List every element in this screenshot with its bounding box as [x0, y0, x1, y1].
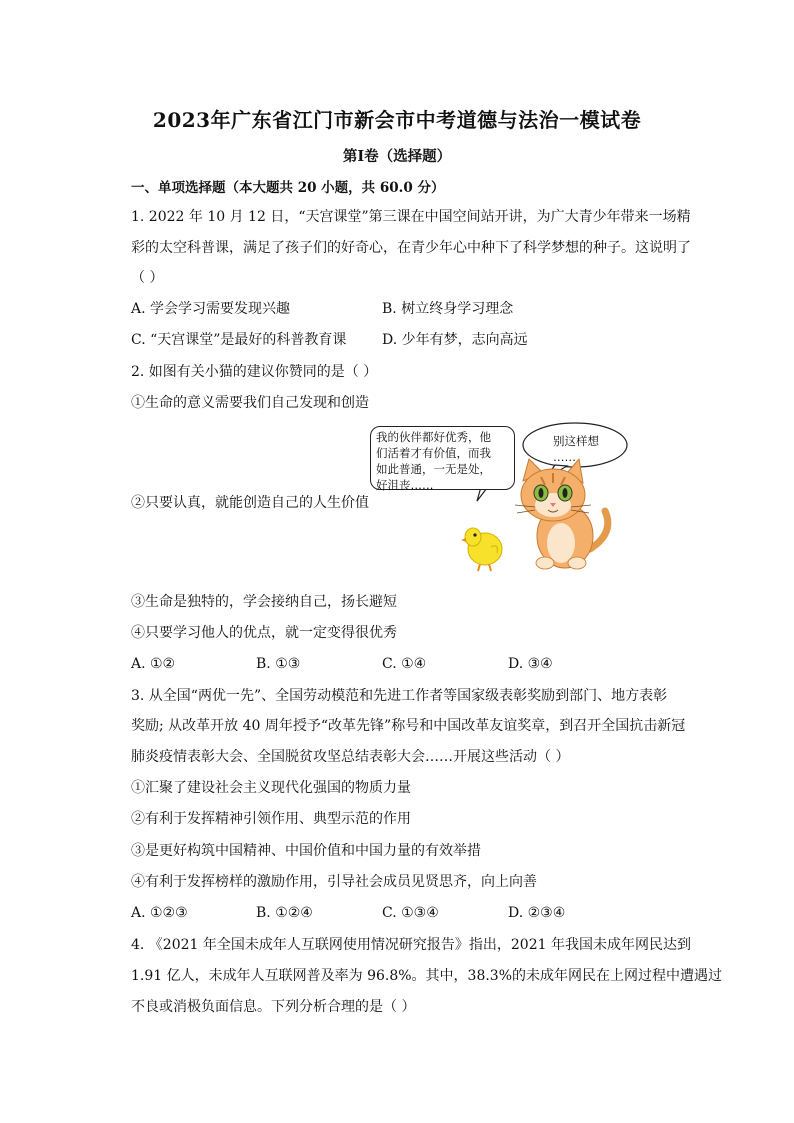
q3-option-b: B. ①②④ — [256, 905, 313, 921]
q3-statement-1: ①汇聚了建设社会主义现代化强国的物质力量 — [131, 780, 411, 796]
exam-title: 2023年广东省江门市新会市中考道德与法治一模试卷 — [152, 108, 642, 132]
q1-line-2: 彩的太空科普课，满足了孩子们的好奇心，在青少年心中种下了科学梦想的种子。这说明了 — [131, 240, 691, 256]
chick-bubble-line-2: 们活着才有价值，而我 — [376, 446, 491, 460]
cat-bubble-line-1: 别这样想 — [553, 434, 599, 448]
chick-bubble-line-3: 如此普通，一无是处， — [376, 462, 491, 476]
q3-line-2: 奖励; 从改革开放 40 周年授予“改革先锋”称号和中国改革友谊奖章，到召开全国抗击新冠 — [131, 718, 686, 734]
cat-icon — [515, 459, 608, 569]
cat-chick-figure — [365, 421, 640, 576]
chick-bubble-line-4: 好沮丧…… — [376, 478, 434, 492]
q2-option-d: D. ③④ — [508, 656, 553, 672]
q3-option-a: A. ①②③ — [131, 905, 188, 921]
q1-option-b: B. 树立终身学习理念 — [382, 301, 514, 317]
section-header: 一、单项选择题（本大题共 20 小题，共 60.0 分） — [131, 180, 445, 196]
q4-line-3: 不良或消极负面信息。下列分析合理的是（ ） — [131, 999, 416, 1015]
q2-statement-3: ③生命是独特的，学会接纳自己，扬长避短 — [131, 594, 397, 610]
q3-statement-2: ②有利于发挥精神引领作用、典型示范的作用 — [131, 811, 411, 827]
q2-statement-4: ④只要学习他人的优点，就一定变得很优秀 — [131, 625, 397, 641]
q4-line-1: 4. 《2021 年全国未成年人互联网使用情况研究报告》指出，2021 年我国未成年网民达到 — [131, 937, 691, 953]
chick-bubble-line-1: 我的伙伴都好优秀，他 — [376, 430, 491, 444]
q4-line-2: 1.91 亿人，未成年人互联网普及率为 96.8%。其中，38.3%的未成年网民在上网过程中遭遇过 — [131, 968, 723, 984]
cat-bubble-line-2: …… — [553, 450, 576, 464]
q2-option-c: C. ①④ — [382, 656, 427, 672]
q2-statement-1: ①生命的意义需要我们自己发现和创造 — [131, 395, 369, 411]
q1-line-1: 1. 2022 年 10 月 12 日，“天宫课堂”第三课在中国空间站开讲，为广大青少年带来一场精 — [131, 209, 691, 225]
q3-option-c: C. ①③④ — [382, 905, 439, 921]
q1-option-a: A. 学会学习需要发现兴趣 — [131, 301, 291, 317]
q3-option-d: D. ②③④ — [508, 905, 566, 921]
cat-speech-text — [553, 433, 633, 465]
q2-line-1: 2. 如图有关小猫的建议你赞同的是（ ） — [131, 364, 378, 380]
q2-option-b: B. ①③ — [256, 656, 301, 672]
q1-option-c: C. “天宫课堂”是最好的科普教育课 — [131, 332, 347, 348]
paper-subtitle: 第Ⅰ卷（选择题） — [342, 148, 452, 165]
q3-statement-4: ④有利于发挥榜样的激励作用，引导社会成员见贤思齐，向上向善 — [131, 874, 537, 890]
q2-statement-2: ②只要认真，就能创造自己的人生价值 — [131, 495, 369, 511]
chick-icon — [461, 528, 502, 571]
q3-statement-3: ③是更好构筑中国精神、中国价值和中国力量的有效举措 — [131, 843, 481, 859]
q3-line-3: 肺炎疫情表彰大会、全国脱贫攻坚总结表彰大会……开展这些活动（ ） — [131, 749, 570, 765]
q1-option-d: D. 少年有梦，志向高远 — [382, 332, 528, 348]
q1-line-3: （ ） — [131, 270, 164, 286]
q2-option-a: A. ①② — [131, 656, 176, 672]
q3-line-1: 3. 从全国“两优一先”、全国劳动模范和先进工作者等国家级表彰奖励到部门、地方表彰 — [131, 688, 668, 704]
chick-speech-bubble — [370, 426, 515, 490]
